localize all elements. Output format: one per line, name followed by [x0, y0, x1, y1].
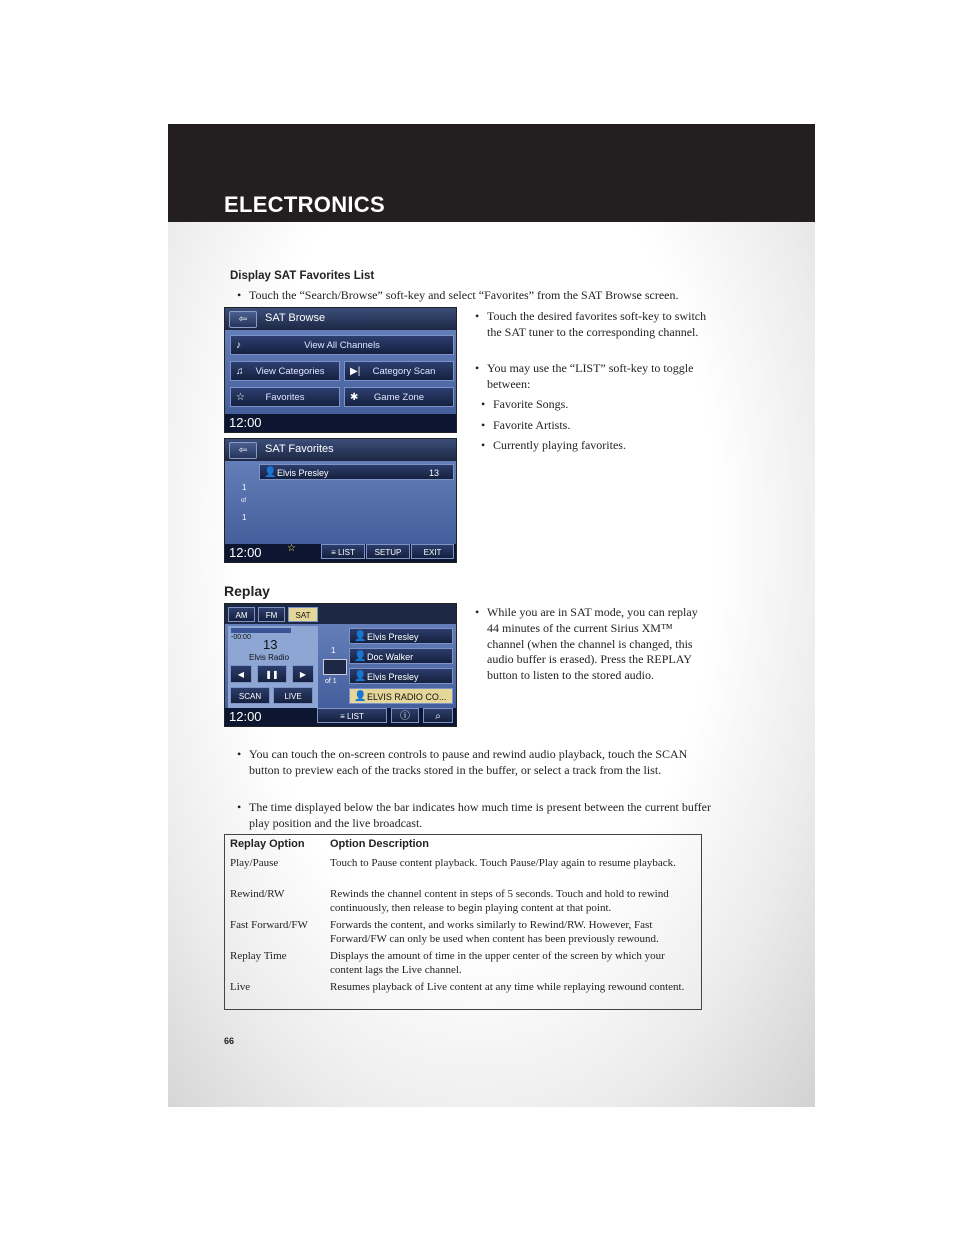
table-row-option: Replay Time [230, 950, 287, 962]
table-row-option: Rewind/RW [230, 888, 285, 900]
pause-button[interactable]: ❚❚ [257, 665, 287, 683]
section-title: ELECTRONICS [224, 192, 385, 217]
sat-favorites-title: SAT Favorites [265, 443, 334, 455]
guitar-icon: ♫ [236, 366, 244, 377]
exit-button[interactable]: EXIT [411, 544, 454, 559]
person-icon: 👤 [264, 467, 277, 478]
favorites-sub-bullet-3: • Currently playing favorites. [481, 438, 703, 454]
track-row-1[interactable]: 👤 Elvis Presley [349, 628, 453, 644]
replay-time-bullet: • The time displayed below the bar indicates how much time is present between the current buffer play position and the live broadcast. [237, 800, 715, 832]
table-row-option: Play/Pause [230, 857, 279, 869]
person-icon: 👤 [354, 631, 367, 642]
favorites-icon: ☆ [236, 392, 245, 403]
favorite-artist-row[interactable]: 👤 Elvis Presley 13 [259, 464, 454, 480]
track-row-current[interactable]: 👤 ELVIS RADIO CO... [349, 688, 453, 704]
replay-time: -00:00 [231, 634, 251, 641]
back-arrow-icon[interactable]: ⇦ [229, 311, 257, 328]
live-button[interactable]: LIVE [273, 687, 313, 704]
column-header-description: Option Description [330, 838, 429, 850]
rewind-button[interactable]: ◀ [230, 665, 252, 683]
game-zone-button[interactable]: ✱ Game Zone [344, 387, 454, 407]
favorites-heading: Display SAT Favorites List [230, 270, 375, 282]
page-number: 66 [224, 1036, 235, 1046]
sat-browse-screen [224, 307, 457, 433]
scrollbar-handle[interactable] [323, 659, 347, 675]
column-header-option: Replay Option [230, 838, 305, 850]
sat-favorites-screen [224, 438, 457, 563]
sat-browse-title: SAT Browse [265, 312, 326, 324]
skip-icon: ▶| [350, 366, 361, 377]
sat-browse-title-bar [225, 308, 456, 330]
info-icon[interactable]: ⓘ [391, 708, 419, 723]
view-all-channels-button[interactable]: ♪ View All Channels [230, 335, 454, 355]
sat-favorites-title-bar [225, 439, 456, 461]
table-row-description: Touch to Pause content playback. Touch Pause/Play again to resume playback. [330, 857, 676, 869]
list-icon: ≡ [340, 712, 347, 721]
table-row-option: Fast Forward/FW [230, 919, 308, 931]
list-position-total: of 1 [325, 678, 337, 685]
clock: 12:00 [229, 545, 262, 560]
star-icon[interactable]: ☆ [287, 543, 296, 554]
replay-bullet: • While you are in SAT mode, you can replay 44 minutes of the current Sirius XM™ channel (when the channel is changed, this audio buffer is erased). Press the REPLAY button to listen to the stored audio. [475, 605, 707, 684]
forward-button[interactable]: ▶ [292, 665, 314, 683]
clock: 12:00 [229, 709, 262, 724]
favorites-sub-bullet-1: • Favorite Songs. [481, 397, 703, 413]
list-position-current: 1 [331, 646, 336, 655]
favorites-bullet-1: • Touch the desired favorites soft-key to switch the SAT tuner to the corresponding channel. [475, 309, 707, 341]
favorites-sub-bullet-2: • Favorite Artists. [481, 418, 703, 434]
manual-page [168, 124, 815, 1107]
favorites-bullet-2: • You may use the “LIST” soft-key to toggle between: [475, 361, 707, 393]
person-icon: 👤 [354, 671, 367, 682]
replay-progress-bar [231, 628, 291, 633]
tab-sat[interactable]: SAT [288, 607, 318, 622]
replay-screen [224, 603, 457, 727]
person-icon: 👤 [354, 691, 367, 702]
table-row-description: Rewinds the channel content in steps of 5 seconds. Touch and hold to rewind continuously, then release to begin playing content at that point. [330, 888, 669, 914]
list-position-current: 1 [242, 483, 247, 492]
person-icon: 👤 [354, 651, 367, 662]
table-row-description: Forwards the content, and works similarly to Rewind/RW. However, Fast Forward/FW can only be used when content has been previously rewound. [330, 919, 659, 945]
favorites-bullet-main: • Touch the “Search/Browse” soft-key and select “Favorites” from the SAT Browse screen. [237, 288, 719, 304]
back-arrow-icon[interactable]: ⇦ [229, 442, 257, 459]
section-header [168, 124, 815, 222]
table-row-option: Live [230, 981, 251, 993]
replay-heading: Replay [224, 583, 270, 599]
setup-button[interactable]: SETUP [366, 544, 410, 559]
channel-number: 13 [263, 637, 278, 652]
tab-fm[interactable]: FM [258, 607, 285, 622]
table-row-description: Resumes playback of Live content at any time while replaying rewound content. [330, 981, 685, 993]
list-button[interactable]: ≡ LIST [317, 708, 387, 723]
table-row-description: Displays the amount of time in the upper center of the screen by which your content lags the Live channel. [330, 950, 665, 976]
tab-am[interactable]: AM [228, 607, 255, 622]
replay-controls-bullet: • You can touch the on-screen controls to pause and rewind audio playback, touch the SCAN button to preview each of the tracks stored in the buffer, or select a track from the list. [237, 747, 715, 779]
list-icon: ≡ [331, 548, 338, 557]
list-button[interactable]: ≡ LIST [321, 544, 365, 559]
station-name: Elvis Radio [249, 653, 290, 662]
list-position-of: of [241, 498, 247, 504]
scan-button[interactable]: SCAN [230, 687, 270, 704]
game-zone-icon: ✱ [350, 392, 359, 403]
favorites-button[interactable]: ☆ Favorites [230, 387, 340, 407]
search-icon[interactable]: ⌕ [423, 708, 453, 723]
view-categories-button[interactable]: ♫ View Categories [230, 361, 340, 381]
track-row-3[interactable]: 👤 Elvis Presley [349, 668, 453, 684]
list-position-total: 1 [242, 513, 247, 522]
clock: 12:00 [229, 415, 262, 430]
track-row-2[interactable]: 👤 Doc Walker [349, 648, 453, 664]
category-scan-button[interactable]: ▶| Category Scan [344, 361, 454, 381]
replay-options-table [224, 834, 702, 1010]
music-note-icon: ♪ [236, 340, 241, 351]
